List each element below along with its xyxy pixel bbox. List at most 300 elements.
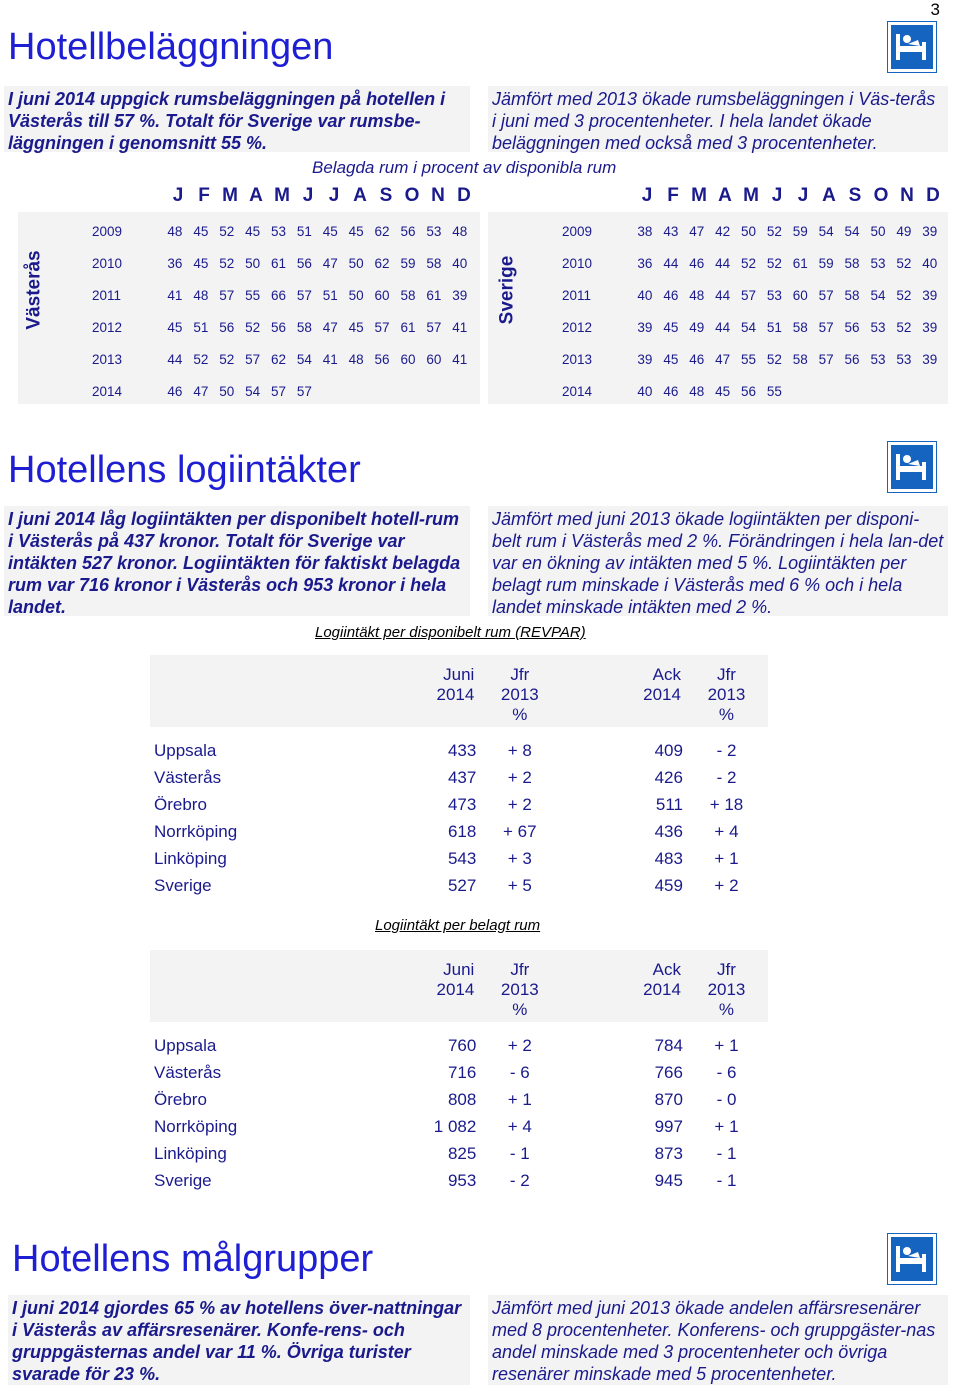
city-cell: Norrköping	[154, 821, 238, 841]
month-label: J	[172, 185, 184, 206]
revenue-heading: Hotellens logiintäkter	[8, 449, 361, 491]
cell: 57	[426, 319, 442, 335]
vasteras-row-2012	[92, 311, 473, 343]
jfr-cell: + 67	[503, 821, 537, 841]
cell: 53	[766, 287, 782, 303]
cell: 41	[452, 319, 468, 335]
cell: 59	[792, 223, 808, 239]
cell: 47	[322, 319, 338, 335]
revpar-caption: Logiintäkt per disponibelt rum (REVPAR)	[315, 624, 586, 641]
cell: 57	[296, 383, 312, 399]
cell: 44	[715, 255, 731, 271]
vasteras-row-2014	[92, 375, 473, 407]
cell: 41	[322, 351, 338, 367]
cell: 52	[740, 255, 757, 271]
juni-cell: 760	[447, 1035, 477, 1055]
row-year: 2014	[562, 383, 593, 399]
cell: 53	[270, 223, 287, 239]
header-text: Jfr	[510, 665, 530, 684]
sverige-row-2011	[562, 279, 943, 311]
month-label: J	[328, 185, 340, 206]
row-year: 2013	[562, 351, 593, 367]
month-label: N	[900, 185, 914, 206]
jfr-cell: - 1	[509, 1143, 530, 1163]
jfr-ack-cell: + 4	[714, 821, 739, 841]
vasteras-row-2013	[92, 343, 473, 375]
bed-person-icon	[894, 450, 930, 484]
jfr-ack-cell: - 1	[716, 1143, 737, 1163]
cell: 59	[818, 255, 834, 271]
cell: 50	[245, 255, 261, 271]
ack-cell: 945	[654, 1170, 683, 1190]
revenue-intro-right: Jämfört med juni 2013 ökade logiintäkten per disponi-belt rum i Västerås med 2 %. Förändringen i hela lan-det var en ökning av intäkten med 5 %. Logiintäkten per belagt rum minskade i Västerås med 6 % och i hela landet minskade intäkten med 2 %.	[488, 506, 948, 616]
jfr-cell: - 2	[509, 1170, 530, 1190]
juni-cell: 527	[447, 875, 477, 895]
cell: 48	[348, 351, 364, 367]
header-jfr-ack	[683, 960, 770, 1032]
cell: 48	[689, 287, 705, 303]
table-header-row	[150, 960, 770, 1032]
jfr-ack-cell: + 1	[714, 848, 739, 868]
cell: 57	[245, 351, 261, 367]
table-row	[150, 1059, 770, 1086]
ack-cell: 426	[654, 767, 683, 787]
jfr-ack-cell: + 1	[714, 1035, 739, 1055]
sverige-vertical-label: Sverige	[496, 255, 517, 325]
header-juni	[313, 665, 476, 737]
month-label: J	[771, 185, 783, 206]
month-label: D	[926, 185, 940, 206]
ack-cell: 511	[655, 794, 683, 814]
cell: 58	[792, 351, 808, 367]
occupancy-intro-left: I juni 2014 uppgick rumsbeläggningen på hotellen i Västerås till 57 %. Totalt för Sverige var rumsbe-läggningen i genomsnitt 55 %.	[4, 86, 470, 152]
cell: 44	[715, 287, 731, 303]
month-label: M	[691, 185, 707, 206]
cell: 60	[792, 287, 808, 303]
header-juni	[313, 960, 476, 1032]
header-ack	[563, 665, 683, 737]
cell: 61	[400, 319, 416, 335]
cell: 47	[322, 255, 338, 271]
header-ack	[563, 960, 683, 1032]
sverige-row-2012	[562, 311, 943, 343]
target-groups-intro-right: Jämfört med juni 2013 ökade andelen affärsresenärer med 8 procentenheter. Konferens- och gruppgäster-nas andel minskade med 3 procentenheter och övriga resenärer minskade med 5 procentenheter.	[488, 1295, 948, 1385]
month-label: A	[249, 185, 263, 206]
jfr-cell: + 2	[507, 767, 532, 787]
month-header-vasteras	[165, 185, 477, 207]
cell: 53	[896, 351, 912, 367]
table-row	[150, 818, 770, 845]
vasteras-table	[92, 215, 473, 407]
jfr-cell: - 6	[509, 1062, 530, 1082]
header-text: 2013	[500, 980, 539, 999]
cell: 45	[715, 383, 731, 399]
header-text: 2013	[707, 980, 746, 999]
cell: 49	[689, 319, 705, 335]
jfr-cell: + 5	[507, 875, 532, 895]
city-cell: Linköping	[154, 848, 227, 868]
cell: 54	[844, 223, 860, 239]
cell: 39	[637, 351, 653, 367]
cell: 39	[922, 287, 938, 303]
city-cell: Örebro	[154, 1089, 207, 1109]
cell: 56	[400, 223, 416, 239]
month-label: J	[302, 185, 314, 206]
cell: 40	[637, 287, 653, 303]
juni-cell: 473	[447, 794, 477, 814]
cell: 56	[374, 351, 390, 367]
sverige-vertical-wrap	[472, 250, 542, 330]
cell: 58	[296, 319, 312, 335]
cell: 40	[922, 255, 938, 271]
target-groups-heading: Hotellens målgrupper	[12, 1238, 374, 1280]
row-year: 2010	[562, 255, 593, 271]
juni-cell: 618	[447, 821, 477, 841]
jfr-ack-cell: + 1	[714, 1116, 739, 1136]
cell: 57	[740, 287, 757, 303]
cell: 62	[374, 223, 390, 239]
cell: 52	[766, 255, 782, 271]
month-header-sverige	[634, 185, 946, 207]
cell: 54	[818, 223, 834, 239]
header-jfr-ack	[683, 665, 770, 737]
cell: 36	[637, 255, 653, 271]
cell: 60	[400, 351, 416, 367]
cell: 57	[818, 287, 834, 303]
table-row	[150, 1167, 770, 1194]
table-row	[150, 737, 770, 764]
cell: 53	[870, 255, 886, 271]
table-row	[150, 1140, 770, 1167]
jfr-cell: + 8	[507, 740, 532, 760]
month-label: M	[222, 185, 238, 206]
cell: 54	[245, 383, 261, 399]
row-year: 2009	[562, 223, 593, 239]
month-label: S	[379, 185, 393, 206]
jfr-cell: + 1	[507, 1089, 532, 1109]
sverige-table	[562, 215, 943, 407]
header-text: 2014	[436, 685, 475, 704]
revenue-intro-left: I juni 2014 låg logiintäkten per disponibelt hotell-rum i Västerås på 437 kronor. Totalt för Sverige var intäkten 527 kronor. Logiintäkten för faktiskt belagda rum var 716 kronor i Västerås och 953 kronor i hela landet.	[4, 506, 470, 616]
header-empty	[150, 960, 313, 1032]
jfr-cell: + 4	[507, 1116, 532, 1136]
juni-cell: 808	[447, 1089, 477, 1109]
cell: 57	[296, 287, 312, 303]
month-label: A	[822, 185, 836, 206]
cell: 39	[452, 287, 468, 303]
cell: 56	[844, 319, 860, 335]
cell: 56	[219, 319, 235, 335]
month-label: O	[873, 185, 889, 206]
juni-cell: 825	[447, 1143, 477, 1163]
cell: 52	[219, 255, 235, 271]
per-occupied-caption: Logiintäkt per belagt rum	[375, 917, 541, 934]
sverige-row-2010	[562, 247, 943, 279]
ack-cell: 766	[654, 1062, 683, 1082]
header-text: %	[718, 705, 735, 724]
cell: 62	[374, 255, 390, 271]
cell: 46	[689, 351, 705, 367]
cell: 55	[245, 287, 261, 303]
cell: 61	[426, 287, 442, 303]
cell: 44	[715, 319, 731, 335]
occupancy-chart-title: Belagda rum i procent av disponibla rum	[312, 158, 617, 177]
row-year: 2010	[92, 255, 123, 271]
header-empty	[150, 665, 313, 737]
cell: 56	[270, 319, 287, 335]
table-row	[150, 1086, 770, 1113]
cell: 45	[167, 319, 183, 335]
per-occupied-table	[150, 960, 770, 1194]
cell: 41	[167, 287, 183, 303]
ack-cell: 873	[654, 1143, 683, 1163]
cell: 42	[715, 223, 731, 239]
ack-cell: 459	[654, 875, 683, 895]
sverige-row-2014	[562, 375, 943, 407]
month-label: N	[431, 185, 445, 206]
header-text: Juni	[443, 960, 475, 979]
revpar-table	[150, 665, 770, 899]
header-text: Ack	[652, 665, 681, 684]
cell: 46	[689, 255, 705, 271]
month-label: D	[457, 185, 471, 206]
cell: 50	[348, 255, 364, 271]
juni-cell: 543	[447, 848, 477, 868]
cell: 51	[296, 223, 312, 239]
cell: 43	[663, 223, 679, 239]
city-cell: Västerås	[154, 767, 222, 787]
ack-cell: 784	[654, 1035, 683, 1055]
cell: 51	[322, 287, 338, 303]
cell: 51	[193, 319, 209, 335]
cell: 39	[922, 319, 938, 335]
sverige-row-2009	[562, 215, 943, 247]
cell: 52	[896, 287, 912, 303]
row-year: 2009	[92, 223, 123, 239]
cell: 52	[245, 319, 261, 335]
city-cell: Uppsala	[154, 740, 217, 760]
header-text: Juni	[443, 665, 475, 684]
bed-person-icon	[894, 1242, 930, 1276]
cell: 45	[663, 319, 679, 335]
cell: 40	[452, 255, 468, 271]
cell: 57	[374, 319, 390, 335]
jfr-ack-cell: + 2	[714, 875, 739, 895]
month-label: A	[718, 185, 732, 206]
cell: 55	[766, 383, 782, 399]
header-text: 2013	[707, 685, 746, 704]
row-year: 2011	[562, 287, 592, 303]
row-year: 2014	[92, 383, 123, 399]
cell: 60	[374, 287, 390, 303]
cell: 44	[663, 255, 679, 271]
city-cell: Linköping	[154, 1143, 227, 1163]
cell: 55	[740, 351, 757, 367]
cell: 54	[296, 351, 312, 367]
cell: 61	[270, 255, 287, 271]
hotel-icon	[888, 442, 936, 492]
cell: 59	[400, 255, 416, 271]
ack-cell: 997	[654, 1116, 683, 1136]
cell: 49	[896, 223, 912, 239]
month-label: F	[198, 185, 210, 206]
cell: 58	[426, 255, 442, 271]
cell: 47	[193, 383, 209, 399]
row-year: 2013	[92, 351, 123, 367]
header-text: 2014	[643, 980, 681, 999]
cell: 60	[426, 351, 442, 367]
occupancy-heading: Hotellbeläggningen	[8, 26, 334, 68]
cell: 39	[922, 223, 938, 239]
cell: 50	[740, 223, 757, 239]
cell: 46	[167, 383, 183, 399]
month-label: J	[641, 185, 653, 206]
cell: 44	[167, 351, 183, 367]
ack-cell: 870	[654, 1089, 683, 1109]
juni-cell: 437	[447, 767, 477, 787]
cell: 46	[663, 383, 679, 399]
ack-cell: 483	[654, 848, 683, 868]
page-number: 3	[930, 0, 940, 19]
cell: 52	[219, 351, 235, 367]
cell: 39	[637, 319, 653, 335]
sverige-row-2013	[562, 343, 943, 375]
cell: 53	[426, 223, 442, 239]
vasteras-vertical-label: Västerås	[24, 250, 46, 330]
cell: 66	[270, 287, 287, 303]
cell: 56	[844, 351, 860, 367]
cell: 56	[740, 383, 757, 399]
cell: 45	[193, 255, 209, 271]
jfr-cell: + 2	[507, 794, 532, 814]
cell: 48	[689, 383, 705, 399]
city-cell: Norrköping	[154, 1116, 238, 1136]
cell: 61	[792, 255, 808, 271]
city-cell: Sverige	[154, 1170, 212, 1190]
cell: 46	[663, 287, 679, 303]
cell: 47	[689, 223, 705, 239]
cell: 53	[870, 351, 886, 367]
header-text: 2013	[500, 685, 539, 704]
header-text: %	[718, 1000, 735, 1019]
city-cell: Sverige	[154, 875, 212, 895]
table-row	[150, 1032, 770, 1059]
header-text: %	[512, 1000, 528, 1019]
month-label: F	[667, 185, 679, 206]
ack-cell: 409	[654, 740, 683, 760]
month-label: A	[353, 185, 367, 206]
vasteras-row-2010	[92, 247, 473, 279]
ack-cell: 436	[654, 821, 683, 841]
jfr-ack-cell: - 1	[716, 1170, 737, 1190]
cell: 52	[896, 255, 912, 271]
row-year: 2011	[92, 287, 122, 303]
hotel-icon	[888, 22, 936, 72]
month-label: O	[404, 185, 420, 206]
cell: 58	[792, 319, 808, 335]
header-text: Jfr	[510, 960, 530, 979]
city-cell: Uppsala	[154, 1035, 217, 1055]
cell: 36	[167, 255, 183, 271]
table-row	[150, 791, 770, 818]
cell: 57	[818, 351, 834, 367]
city-cell: Örebro	[154, 794, 207, 814]
cell: 62	[270, 351, 287, 367]
vasteras-vertical-wrap	[0, 250, 70, 330]
juni-cell: 716	[447, 1062, 477, 1082]
cell: 52	[193, 351, 209, 367]
jfr-ack-cell: - 2	[716, 740, 737, 760]
city-cell: Västerås	[154, 1062, 222, 1082]
header-jfr	[476, 665, 563, 737]
cell: 45	[348, 319, 364, 335]
jfr-cell: + 3	[507, 848, 532, 868]
cell: 45	[245, 223, 261, 239]
cell: 57	[270, 383, 287, 399]
cell: 57	[818, 319, 834, 335]
cell: 45	[663, 351, 679, 367]
cell: 58	[844, 287, 860, 303]
vasteras-row-2011	[92, 279, 473, 311]
header-text: 2014	[436, 980, 475, 999]
jfr-ack-cell: - 0	[716, 1089, 737, 1109]
row-year: 2012	[562, 319, 593, 335]
cell: 38	[637, 223, 653, 239]
cell: 39	[922, 351, 938, 367]
cell: 58	[400, 287, 416, 303]
cell: 53	[870, 319, 886, 335]
cell: 45	[322, 223, 338, 239]
month-label: J	[797, 185, 809, 206]
jfr-cell: + 2	[507, 1035, 532, 1055]
cell: 48	[193, 287, 209, 303]
cell: 45	[348, 223, 364, 239]
cell: 52	[896, 319, 912, 335]
table-row	[150, 764, 770, 791]
cell: 48	[452, 223, 468, 239]
cell: 41	[452, 351, 468, 367]
month-label: M	[743, 185, 759, 206]
cell: 52	[766, 351, 782, 367]
cell: 50	[348, 287, 364, 303]
cell: 52	[766, 223, 782, 239]
header-text: 2014	[643, 685, 681, 704]
month-label: S	[848, 185, 862, 206]
header-text: Jfr	[717, 960, 736, 979]
cell: 54	[740, 319, 757, 335]
juni-cell: 1 082	[433, 1116, 477, 1136]
juni-cell: 953	[447, 1170, 477, 1190]
month-label: M	[274, 185, 290, 206]
row-year: 2012	[92, 319, 123, 335]
table-header-row	[150, 665, 770, 737]
jfr-ack-cell: - 2	[716, 767, 737, 787]
cell: 50	[219, 383, 235, 399]
cell: 57	[219, 287, 235, 303]
header-text: Ack	[652, 960, 681, 979]
cell: 47	[715, 351, 731, 367]
header-jfr	[476, 960, 563, 1032]
table-row	[150, 1113, 770, 1140]
table-row	[150, 872, 770, 899]
cell: 54	[870, 287, 886, 303]
hotel-icon	[888, 1234, 936, 1284]
cell: 51	[766, 319, 782, 335]
jfr-ack-cell: + 18	[709, 794, 744, 814]
header-text: %	[512, 705, 528, 724]
jfr-ack-cell: - 6	[716, 1062, 737, 1082]
juni-cell: 433	[447, 740, 477, 760]
